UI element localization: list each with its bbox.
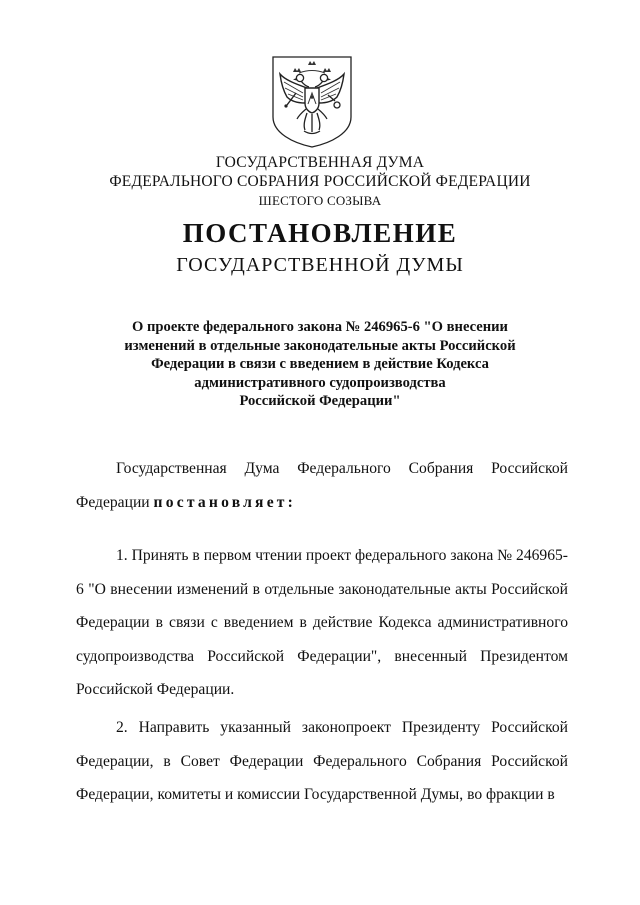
resolves-emphasis: постановляет:	[153, 493, 297, 511]
header-line-convocation: ШЕСТОГО СОЗЫВА	[258, 193, 382, 208]
subject-line: Российской Федерации"	[239, 393, 401, 410]
subject-line: Федерации в связи с введением в действие Кодекса	[151, 356, 489, 373]
header-line-assembly: ФЕДЕРАЛЬНОГО СОБРАНИЯ РОССИЙСКОЙ ФЕДЕРАЦИИ	[109, 173, 531, 190]
document-type-title: ПОСТАНОВЛЕНИЕ	[182, 218, 458, 248]
organization-header	[0, 153, 640, 210]
intro-paragraph	[76, 452, 568, 519]
document-subject	[110, 318, 530, 411]
subject-line: О проекте федерального закона № 246965-6 "О внесении	[132, 319, 508, 335]
intro-text: Государственная Дума Федерального Собрания Российской Федерации	[76, 460, 568, 511]
resolution-item-1	[76, 539, 568, 707]
document-issuer: ГОСУДАРСТВЕННОЙ ДУМЫ	[176, 254, 464, 276]
resolution-intro	[76, 452, 568, 519]
header-line-duma: ГОСУДАРСТВЕННАЯ ДУМА	[215, 154, 425, 171]
resolution-item-2	[76, 711, 568, 812]
item-2-paragraph: 2. Направить указанный законопроект Президенту Российской Федерации, в Совет Федерации Федерального Собрания Российской Федерации, комитеты и комиссии Государственной Думы, во фракции в	[76, 719, 568, 803]
russian-coat-of-arms-icon	[271, 55, 353, 149]
subject-line: административного судопроизводства	[194, 374, 446, 391]
subject-line: изменений в отдельные законодательные акты Российской	[124, 337, 516, 354]
item-1-paragraph: 1. Принять в первом чтении проект федерального закона № 246965-6 "О внесении изменений в отдельные законодательные акты Российской Федерации в связи с введением в действие Кодекса административного судопроизводства Российской Федерации", внесенный Президентом Российской Федерации.	[76, 547, 568, 698]
